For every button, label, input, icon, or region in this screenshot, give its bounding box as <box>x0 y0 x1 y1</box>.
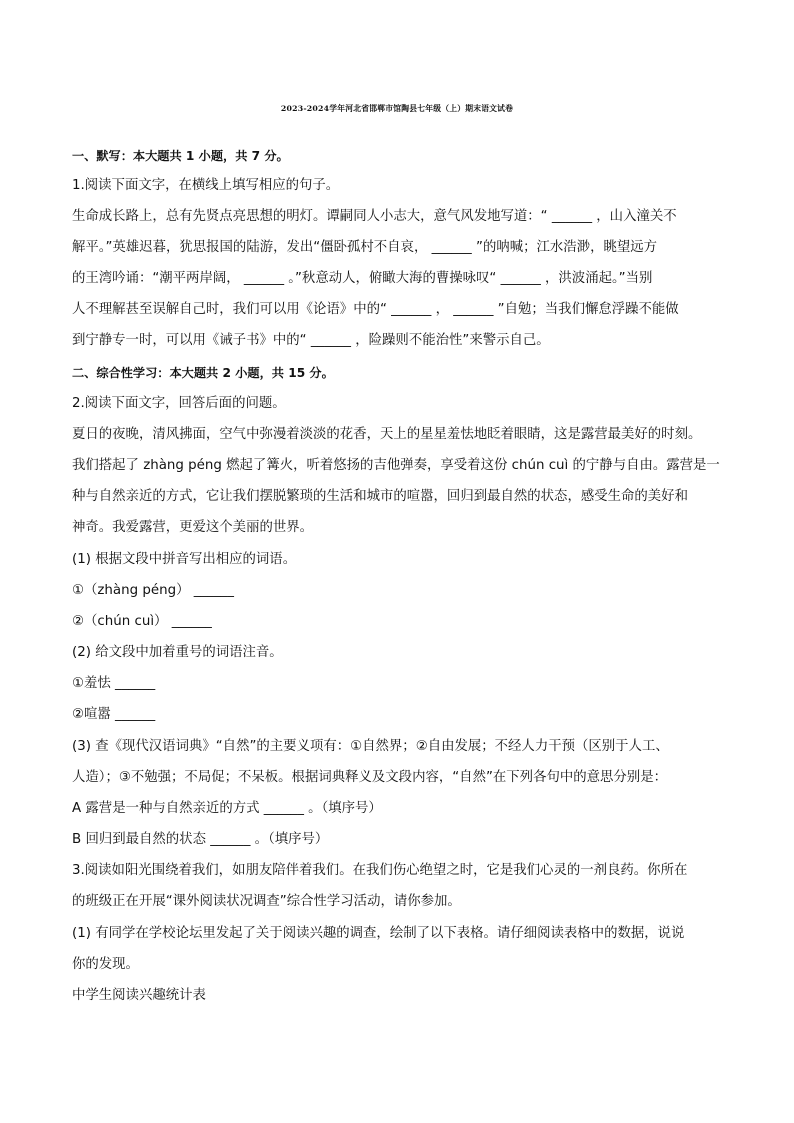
paragraph-line: 你的发现。 <box>72 957 139 972</box>
section-heading-2: 二、综合性学习：本大题共 2 小题，共 15 分。 <box>72 366 334 380</box>
paragraph-line: 人造）；③不勉强；不局促；不呆板。根据词典释义及文段内容，“自然”在下列各句中的意思分别是： <box>72 770 667 785</box>
paragraph-line: 的班级正在开展“课外阅读状况调查”综合性学习活动，请你参加。 <box>72 894 461 909</box>
subquestion-2: (2) 给文段中加着重号的词语注音。 <box>72 645 283 660</box>
paragraph-line: 生命成长路上，总有先贤点亮思想的明灯。谭嗣同人小志大，意气风发地写道：“ ______ ，山入潼关不 <box>72 209 677 224</box>
question-2-stem: 2.阅读下面文字，回答后面的问题。 <box>72 396 286 411</box>
paragraph-line: 夏日的夜晚，清风拂面，空气中弥漫着淡淡的花香，天上的星星羞怯地眨着眼睛，这是露营最美好的时刻。 <box>72 427 702 442</box>
paragraph-line: 种与自然亲近的方式，它让我们摆脱繁琐的生活和城市的喧嚣，回归到最自然的状态，感受生命的美好和 <box>72 489 688 504</box>
paragraph-line: 的王湾吟诵：“潮平两岸阔， ______ 。”秋意动人，俯瞰大海的曹操咏叹“ ______ ，洪波涌起。”当别 <box>72 271 653 286</box>
answer-line: ①羞怯 ______ <box>72 676 156 691</box>
table-caption: 中学生阅读兴趣统计表 <box>72 988 206 1003</box>
section-heading-1: 一、默写：本大题共 1 小题，共 7 分。 <box>72 149 289 163</box>
answer-line: ①（zhàng péng） ______ <box>72 583 234 598</box>
paragraph-line: 我们搭起了 zhàng péng 燃起了篝火，听着悠扬的吉他弹奏，享受着这份 chún cuì 的宁静与自由。露营是一 <box>72 458 720 473</box>
paragraph-line: 人不理解甚至误解自己时，我们可以用《论语》中的“ ______ ， ______ ”自勉；当我们懈怠浮躁不能做 <box>72 302 679 317</box>
paragraph-line: 到宁静专一时，可以用《诫子书》中的“ ______ ，险躁则不能治性”来警示自己。 <box>72 333 550 348</box>
subquestion-3: (3) 查《现代汉语词典》“自然”的主要义项有：①自然界；②自由发展；不经人力干预（区别于人工、 <box>72 739 669 754</box>
subquestion-1: (1) 有同学在学校论坛里发起了关于阅读兴趣的调查，绘制了以下表格。请仔细阅读表格中的数据，说说 <box>72 926 685 941</box>
paragraph-line: 神奇。我爱露营，更爱这个美丽的世界。 <box>72 520 314 535</box>
question-1-stem: 1.阅读下面文字，在横线上填写相应的句子。 <box>72 178 340 193</box>
answer-line: ②（chún cuì） ______ <box>72 614 212 629</box>
answer-line: B 回归到最自然的状态 ______ 。（填序号） <box>72 832 329 847</box>
paragraph-line: 解平。”英雄迟暮，犹思报国的陆游，发出“僵卧孤村不自哀， ______ ”的呐喊；江水浩渺，眺望远方 <box>72 240 658 255</box>
answer-line: ②喧嚣 ______ <box>72 707 156 722</box>
answer-line: A 露营是一种与自然亲近的方式 ______ 。（填序号） <box>72 801 382 816</box>
question-3-stem: 3.阅读如阳光围绕着我们，如朋友陪伴着我们。在我们伤心绝望之时，它是我们心灵的一剂良药。你所在 <box>72 863 688 878</box>
page-title: 2023-2024学年河北省邯郸市馆陶县七年级（上）期末语文试卷 <box>280 104 514 113</box>
subquestion-1: (1) 根据文段中拼音写出相应的词语。 <box>72 552 297 567</box>
